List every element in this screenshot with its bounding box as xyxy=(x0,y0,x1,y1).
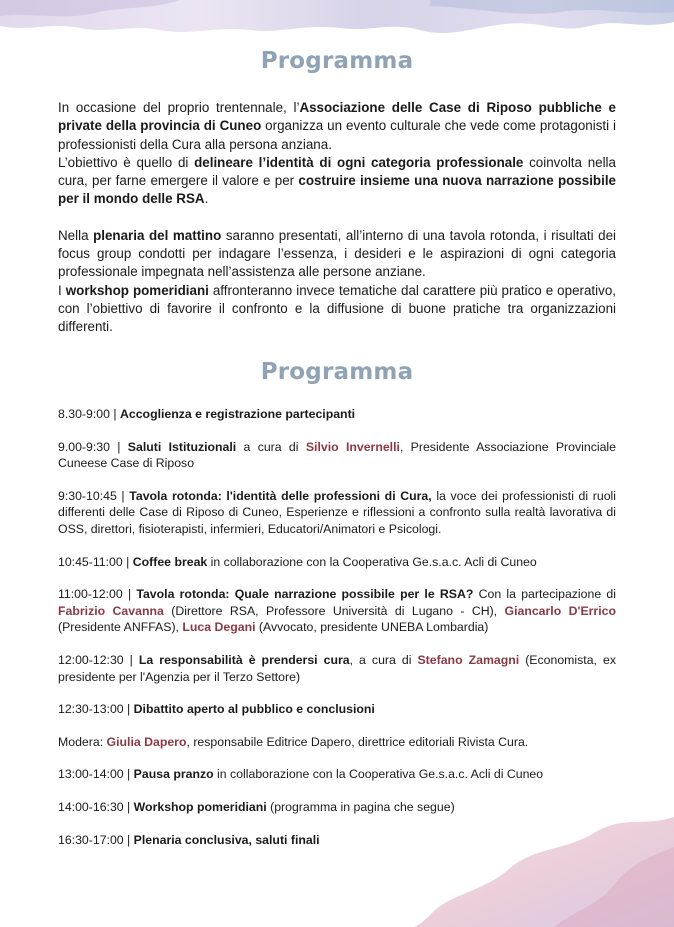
intro-text xyxy=(58,99,616,337)
time-slot: 12:00-12:30 | xyxy=(58,652,139,667)
time-slot: 14:00-16:30 | xyxy=(58,799,134,814)
program-item: 9:30-10:45 | Tavola rotonda: l'identità delle professioni di Cura, la voce dei professionisti di ruoli differenti delle Case di Riposo di Cuneo, Esperienze e riflessioni a confronto sulla realtà lavorativa di OSS, direttori, fisioterapisti, infermieri, Educatori/Animatori e Psicologi. xyxy=(58,488,616,536)
session-title: Workshop pomeridiani xyxy=(133,799,267,814)
program-item xyxy=(58,832,616,849)
intro-paragraph: Nella plenaria del mattino saranno presentati, all’interno di una tavola rotonda, i risultati dei focus group condotti per indagare l’essenza, i desideri e le aspirazioni di ogni categoria professionale impegnata nell’assistenza alle persone anziane. xyxy=(58,227,616,280)
speaker-name: Luca Degani xyxy=(182,620,256,635)
time-slot: 9.00-9:30 | xyxy=(58,439,128,454)
speaker-name: Giulia Dapero xyxy=(106,734,187,749)
speaker-name: Fabrizio Cavanna xyxy=(58,603,164,618)
program-item: 10:45-11:00 | Coffee break in collaborazione con la Cooperativa Ge.s.a.c. Acli di Cuneo xyxy=(58,554,537,569)
program-item: 13:00-14:00 | Pausa pranzo in collaborazione con la Cooperativa Ge.s.a.c. Acli di Cuneo xyxy=(58,767,544,782)
program-item: 12:00-12:30 | La responsabilità è prendersi cura, a cura di Stefano Zamagni (Economista, ex presidente per l'Agenzia per il Terzo Settore) xyxy=(58,652,616,684)
time-slot: 11:00-12:00 | xyxy=(58,587,137,602)
session-title: Saluti Istituzionali xyxy=(127,439,237,454)
program-item: 9.00-9:30 | Saluti Istituzionali a cura di Silvio Invernelli, Presidente Associazione Provinciale Cuneese Case di Riposo xyxy=(58,439,617,471)
moderator-line: Modera: Giulia Dapero, responsabile Editrice Dapero, direttrice editoriali Rivista Cura. xyxy=(58,734,529,749)
time-slot: 9:30-10:45 | xyxy=(58,488,130,503)
time-slot: 16:30-17:00 | xyxy=(58,832,134,847)
session-title: Dibattito aperto al pubblico e conclusioni xyxy=(133,702,375,717)
session-title: Accoglienza e registrazione partecipanti xyxy=(120,407,356,421)
intro-paragraph: In occasione del proprio trentennale, l’Associazione delle Case di Riposo pubbliche e private della provincia di Cuneo organizza un evento culturale che vede come protagonisti i professionisti della Cura alla persona anziana. xyxy=(58,100,616,152)
time-slot: 8.30-9:00 | xyxy=(58,407,120,421)
intro-paragraph: I workshop pomeridiani affronteranno invece tematiche dal carattere più pratico e operativo, con l’obiettivo di favorire il confronto e la diffusione di buone pratiche tra organizzazioni differenti. xyxy=(58,282,616,335)
program-item: 11:00-12:00 | Tavola rotonda: Quale narrazione possibile per le RSA? Con la partecipazione di Fabrizio Cavanna (Direttore RSA, Professore Università di Lugano - CH), Giancarlo D'Errico (Presidente ANFFAS), Luca Degani (Avvocato, presidente UNEBA Lombardia) xyxy=(58,587,616,635)
program-item xyxy=(58,701,616,718)
session-title: Tavola rotonda: l'identità delle professioni di Cura, xyxy=(129,488,432,503)
time-slot: 13:00-14:00 | xyxy=(58,767,134,782)
section-title: Programma xyxy=(260,359,414,385)
program-item xyxy=(58,406,616,423)
time-slot: 10:45-11:00 | xyxy=(58,554,133,569)
time-slot: 12:30-13:00 | xyxy=(58,702,134,717)
session-title: Plenaria conclusiva, saluti finali xyxy=(133,832,320,847)
speaker-name: Giancarlo D'Errico xyxy=(504,603,616,618)
program-item: 14:00-16:30 | Workshop pomeridiani (programma in pagina che segue) xyxy=(58,799,455,814)
session-title: Tavola rotonda: Quale narrazione possibile per le RSA? xyxy=(136,587,474,602)
program-list xyxy=(58,406,616,864)
speaker-name: Stefano Zamagni xyxy=(417,652,520,667)
session-title: Coffee break xyxy=(132,554,208,569)
intro-paragraph: L’obiettivo è quello di delineare l’identità di ogni categoria professionale coinvolta nella cura, per farne emergere il valore e per costruire insieme una nuova narrazione possibile per il mondo delle RSA. xyxy=(58,154,616,207)
page-title: Programma xyxy=(260,48,414,74)
session-title: Pausa pranzo xyxy=(133,767,214,782)
session-title: La responsabilità è prendersi cura xyxy=(138,652,350,667)
speaker-name: Silvio Invernelli xyxy=(305,439,400,454)
